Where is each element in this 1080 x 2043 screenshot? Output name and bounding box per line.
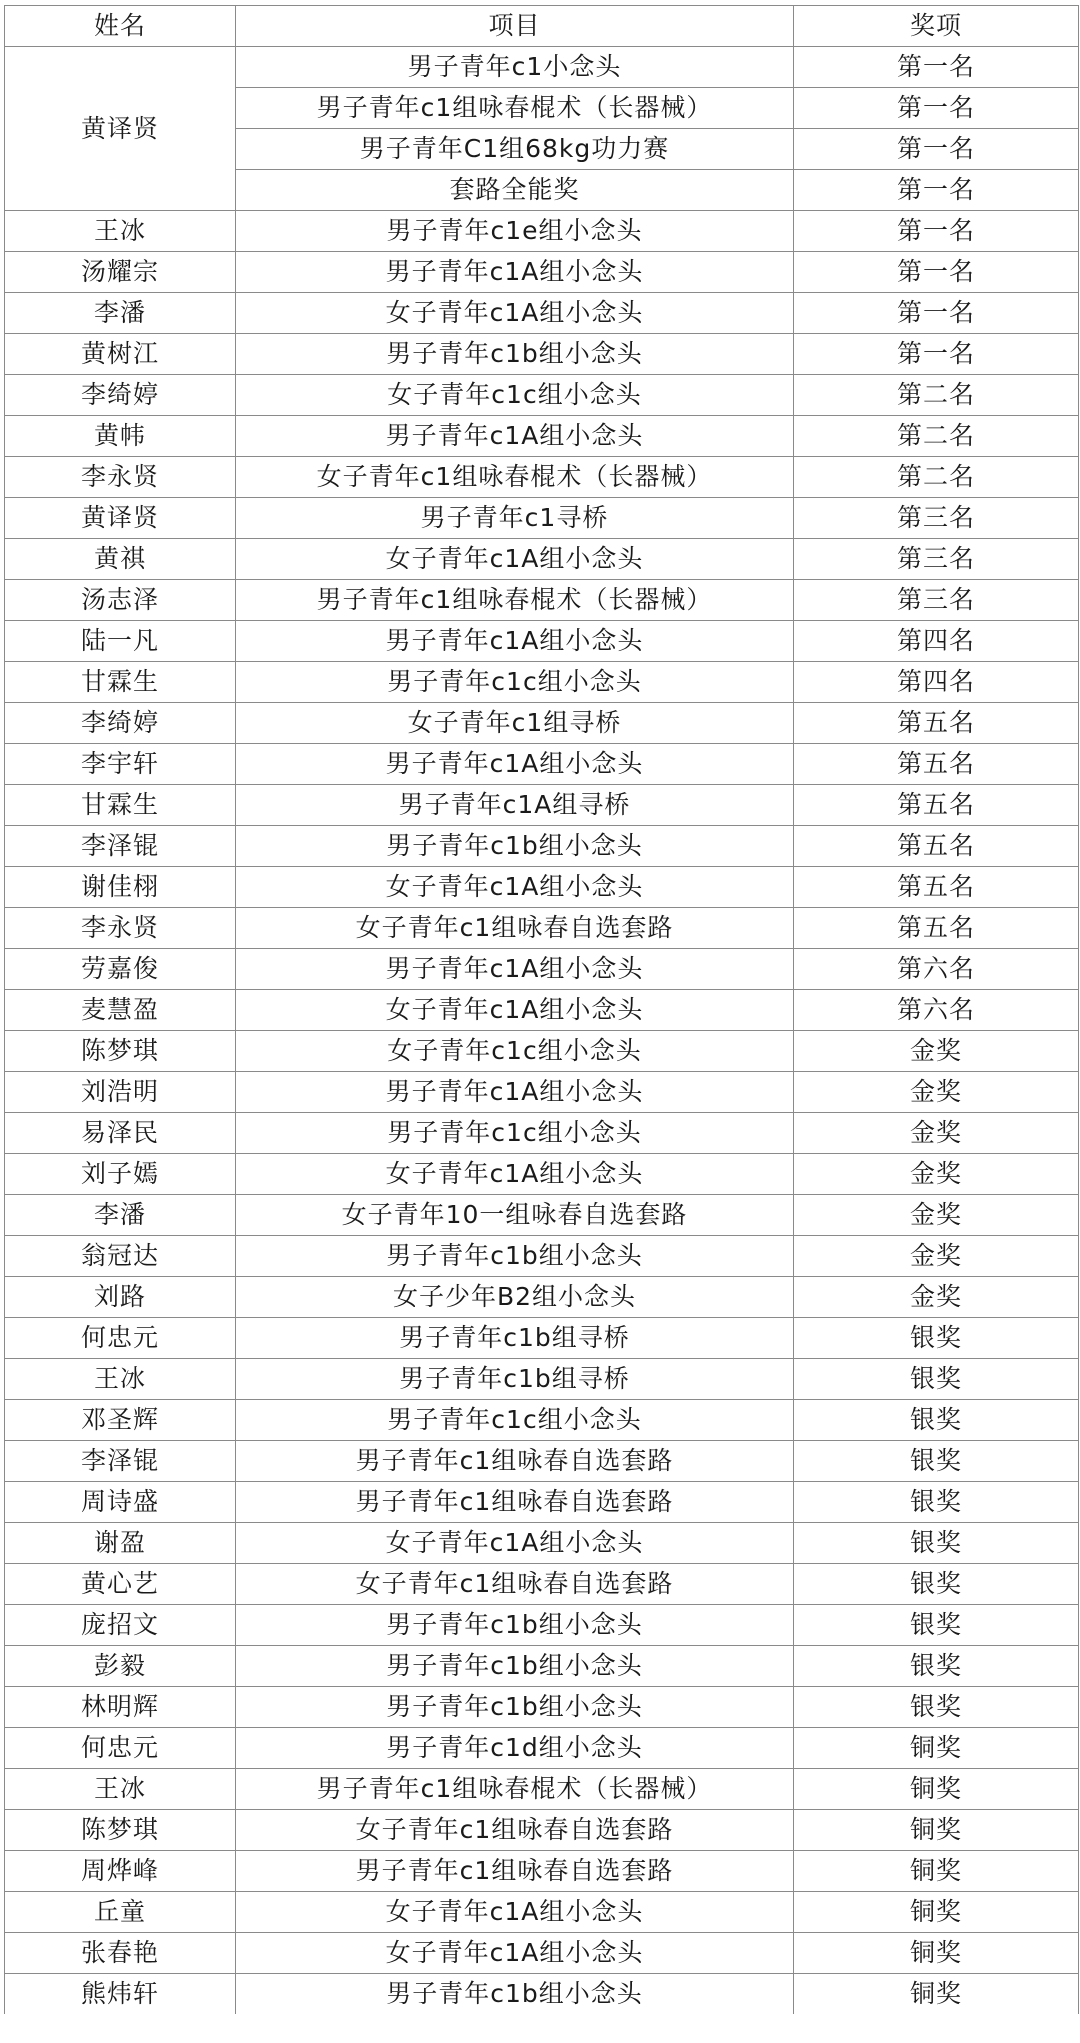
award-cell: 第一名 xyxy=(794,334,1079,375)
award-cell: 铜奖 xyxy=(794,1769,1079,1810)
award-cell: 第二名 xyxy=(794,457,1079,498)
table-row xyxy=(5,1564,1079,1605)
award-cell: 铜奖 xyxy=(794,1851,1079,1892)
table-row xyxy=(5,1810,1079,1851)
table-row xyxy=(5,1892,1079,1933)
table-row xyxy=(5,785,1079,826)
name-cell: 劳嘉俊 xyxy=(5,949,236,990)
table-row xyxy=(5,1769,1079,1810)
name-cell: 翁冠达 xyxy=(5,1236,236,1277)
table-row xyxy=(5,375,1079,416)
event-cell: 女子青年c1组咏春自选套路 xyxy=(236,1564,794,1605)
event-cell: 男子青年c1A组小念头 xyxy=(236,949,794,990)
name-cell: 黄译贤 xyxy=(5,498,236,539)
table-row xyxy=(5,1851,1079,1892)
table-header xyxy=(5,6,1079,47)
name-cell: 林明辉 xyxy=(5,1687,236,1728)
award-cell: 铜奖 xyxy=(794,1974,1079,2015)
name-cell: 王冰 xyxy=(5,1359,236,1400)
name-cell: 丘童 xyxy=(5,1892,236,1933)
event-cell: 男子青年c1b组小念头 xyxy=(236,1605,794,1646)
award-cell: 第一名 xyxy=(794,47,1079,88)
award-cell: 第一名 xyxy=(794,293,1079,334)
name-cell: 邓圣辉 xyxy=(5,1400,236,1441)
event-cell: 男子青年c1d组小念头 xyxy=(236,1728,794,1769)
award-cell: 第五名 xyxy=(794,744,1079,785)
name-cell: 甘霖生 xyxy=(5,662,236,703)
event-cell: 男子青年C1组68kg功力赛 xyxy=(236,129,794,170)
event-cell: 女子青年c1A组小念头 xyxy=(236,990,794,1031)
award-cell: 金奖 xyxy=(794,1277,1079,1318)
event-cell: 男子青年c1组咏春棍术（长器械） xyxy=(236,580,794,621)
event-cell: 男子青年c1b组小念头 xyxy=(236,334,794,375)
event-cell: 男子青年c1A组寻桥 xyxy=(236,785,794,826)
award-cell: 第一名 xyxy=(794,88,1079,129)
event-cell: 女子青年c1A组小念头 xyxy=(236,1154,794,1195)
event-cell: 男子青年c1c组小念头 xyxy=(236,1400,794,1441)
award-cell: 银奖 xyxy=(794,1400,1079,1441)
award-cell: 金奖 xyxy=(794,1072,1079,1113)
event-cell: 男子青年c1A组小念头 xyxy=(236,252,794,293)
event-cell: 男子青年c1b组小念头 xyxy=(236,1687,794,1728)
table-row xyxy=(5,334,1079,375)
award-cell: 金奖 xyxy=(794,1195,1079,1236)
name-cell: 李泽锟 xyxy=(5,826,236,867)
name-cell: 庞招文 xyxy=(5,1605,236,1646)
event-cell: 女子青年c1c组小念头 xyxy=(236,1031,794,1072)
event-cell: 男子青年c1组咏春棍术（长器械） xyxy=(236,1769,794,1810)
award-cell: 银奖 xyxy=(794,1523,1079,1564)
award-cell: 金奖 xyxy=(794,1154,1079,1195)
award-cell: 银奖 xyxy=(794,1482,1079,1523)
name-cell: 汤志泽 xyxy=(5,580,236,621)
name-cell: 彭毅 xyxy=(5,1646,236,1687)
name-cell: 王冰 xyxy=(5,211,236,252)
event-cell: 男子青年c1b组小念头 xyxy=(236,826,794,867)
award-cell: 第五名 xyxy=(794,908,1079,949)
event-cell: 女子青年c1c组小念头 xyxy=(236,375,794,416)
header-row xyxy=(5,6,1079,47)
name-cell: 陈梦琪 xyxy=(5,1031,236,1072)
award-cell: 银奖 xyxy=(794,1359,1079,1400)
award-cell: 第一名 xyxy=(794,170,1079,211)
table-row xyxy=(5,1441,1079,1482)
event-cell: 男子青年c1A组小念头 xyxy=(236,416,794,457)
award-cell: 第五名 xyxy=(794,826,1079,867)
award-cell: 第一名 xyxy=(794,129,1079,170)
event-cell: 男子青年c1组咏春棍术（长器械） xyxy=(236,88,794,129)
table-row xyxy=(5,990,1079,1031)
name-cell: 王冰 xyxy=(5,1769,236,1810)
table-row xyxy=(5,1687,1079,1728)
name-cell: 李永贤 xyxy=(5,908,236,949)
table-row xyxy=(5,826,1079,867)
event-cell: 女子青年c1组咏春棍术（长器械） xyxy=(236,457,794,498)
table-row xyxy=(5,867,1079,908)
table-row xyxy=(5,416,1079,457)
table-row xyxy=(5,1359,1079,1400)
award-cell: 银奖 xyxy=(794,1646,1079,1687)
award-cell: 铜奖 xyxy=(794,1728,1079,1769)
table-row xyxy=(5,908,1079,949)
event-cell: 男子青年c1A组小念头 xyxy=(236,621,794,662)
table-row xyxy=(5,1974,1079,2015)
table-row xyxy=(5,1482,1079,1523)
table-row xyxy=(5,539,1079,580)
name-cell: 刘子嫣 xyxy=(5,1154,236,1195)
event-cell: 女子青年c1组咏春自选套路 xyxy=(236,908,794,949)
awards-table xyxy=(4,5,1079,2014)
event-cell: 女子少年B2组小念头 xyxy=(236,1277,794,1318)
award-cell: 第四名 xyxy=(794,621,1079,662)
table-row xyxy=(5,1195,1079,1236)
award-cell: 银奖 xyxy=(794,1605,1079,1646)
award-cell: 第四名 xyxy=(794,662,1079,703)
name-cell: 何忠元 xyxy=(5,1728,236,1769)
event-cell: 男子青年c1b组小念头 xyxy=(236,1236,794,1277)
name-cell: 李绮婷 xyxy=(5,703,236,744)
name-cell: 汤耀宗 xyxy=(5,252,236,293)
header-award: 奖项 xyxy=(794,6,1079,47)
header-event: 项目 xyxy=(236,6,794,47)
name-cell: 周诗盛 xyxy=(5,1482,236,1523)
award-cell: 金奖 xyxy=(794,1236,1079,1277)
table-row xyxy=(5,252,1079,293)
table-row xyxy=(5,1154,1079,1195)
table-row xyxy=(5,744,1079,785)
name-cell: 甘霖生 xyxy=(5,785,236,826)
name-cell: 刘浩明 xyxy=(5,1072,236,1113)
name-cell: 黄心艺 xyxy=(5,1564,236,1605)
award-cell: 银奖 xyxy=(794,1564,1079,1605)
event-cell: 男子青年c1b组寻桥 xyxy=(236,1359,794,1400)
event-cell: 男子青年c1A组小念头 xyxy=(236,1072,794,1113)
award-cell: 金奖 xyxy=(794,1031,1079,1072)
name-cell: 谢盈 xyxy=(5,1523,236,1564)
table-row xyxy=(5,1277,1079,1318)
event-cell: 女子青年c1A组小念头 xyxy=(236,1933,794,1974)
event-cell: 男子青年c1b组小念头 xyxy=(236,1974,794,2015)
table-row xyxy=(5,1605,1079,1646)
table-row xyxy=(5,1318,1079,1359)
award-cell: 第五名 xyxy=(794,785,1079,826)
award-cell: 第六名 xyxy=(794,949,1079,990)
event-cell: 女子青年c1A组小念头 xyxy=(236,1892,794,1933)
name-cell: 李绮婷 xyxy=(5,375,236,416)
event-cell: 男子青年c1c组小念头 xyxy=(236,1113,794,1154)
event-cell: 女子青年10一组咏春自选套路 xyxy=(236,1195,794,1236)
table-row xyxy=(5,949,1079,990)
award-cell: 第三名 xyxy=(794,539,1079,580)
name-cell: 熊炜轩 xyxy=(5,1974,236,2015)
table-row xyxy=(5,662,1079,703)
table-row xyxy=(5,457,1079,498)
table-body xyxy=(5,47,1079,2015)
table-row xyxy=(5,1728,1079,1769)
name-cell: 李潘 xyxy=(5,293,236,334)
event-cell: 男子青年c1组咏春自选套路 xyxy=(236,1441,794,1482)
table-row xyxy=(5,621,1079,662)
name-cell: 李永贤 xyxy=(5,457,236,498)
name-cell-merged: 黄译贤 xyxy=(5,47,236,211)
award-cell: 银奖 xyxy=(794,1441,1079,1482)
event-cell: 男子青年c1小念头 xyxy=(236,47,794,88)
award-cell: 第五名 xyxy=(794,867,1079,908)
award-cell: 银奖 xyxy=(794,1687,1079,1728)
award-cell: 金奖 xyxy=(794,1113,1079,1154)
event-cell: 男子青年c1组咏春自选套路 xyxy=(236,1851,794,1892)
award-cell: 第二名 xyxy=(794,416,1079,457)
name-cell: 黄树江 xyxy=(5,334,236,375)
award-cell: 第六名 xyxy=(794,990,1079,1031)
table-row xyxy=(5,1072,1079,1113)
name-cell: 张春艳 xyxy=(5,1933,236,1974)
award-cell: 第三名 xyxy=(794,580,1079,621)
table-row xyxy=(5,293,1079,334)
award-cell: 银奖 xyxy=(794,1318,1079,1359)
name-cell: 李宇轩 xyxy=(5,744,236,785)
event-cell: 套路全能奖 xyxy=(236,170,794,211)
event-cell: 女子青年c1A组小念头 xyxy=(236,539,794,580)
event-cell: 男子青年c1b组小念头 xyxy=(236,1646,794,1687)
award-cell: 铜奖 xyxy=(794,1810,1079,1851)
table-row xyxy=(5,498,1079,539)
header-name: 姓名 xyxy=(5,6,236,47)
table-row xyxy=(5,1113,1079,1154)
name-cell: 周烨峰 xyxy=(5,1851,236,1892)
name-cell: 黄祺 xyxy=(5,539,236,580)
event-cell: 男子青年c1b组寻桥 xyxy=(236,1318,794,1359)
table-row xyxy=(5,1523,1079,1564)
table-row xyxy=(5,703,1079,744)
event-cell: 男子青年c1组咏春自选套路 xyxy=(236,1482,794,1523)
table-row xyxy=(5,1933,1079,1974)
name-cell: 黄帏 xyxy=(5,416,236,457)
award-cell: 第五名 xyxy=(794,703,1079,744)
award-cell: 第二名 xyxy=(794,375,1079,416)
name-cell: 易泽民 xyxy=(5,1113,236,1154)
name-cell: 陈梦琪 xyxy=(5,1810,236,1851)
name-cell: 麦慧盈 xyxy=(5,990,236,1031)
award-cell: 第一名 xyxy=(794,252,1079,293)
name-cell: 李潘 xyxy=(5,1195,236,1236)
event-cell: 男子青年c1c组小念头 xyxy=(236,662,794,703)
table-row xyxy=(5,1646,1079,1687)
table-row xyxy=(5,580,1079,621)
award-cell: 第一名 xyxy=(794,211,1079,252)
name-cell: 谢佳栩 xyxy=(5,867,236,908)
name-cell: 陆一凡 xyxy=(5,621,236,662)
event-cell: 男子青年c1A组小念头 xyxy=(236,744,794,785)
event-cell: 女子青年c1A组小念头 xyxy=(236,1523,794,1564)
event-cell: 女子青年c1组寻桥 xyxy=(236,703,794,744)
event-cell: 男子青年c1寻桥 xyxy=(236,498,794,539)
event-cell: 女子青年c1组咏春自选套路 xyxy=(236,1810,794,1851)
event-cell: 女子青年c1A组小念头 xyxy=(236,293,794,334)
award-cell: 第三名 xyxy=(794,498,1079,539)
event-cell: 女子青年c1A组小念头 xyxy=(236,867,794,908)
name-cell: 刘路 xyxy=(5,1277,236,1318)
table-row xyxy=(5,1236,1079,1277)
award-cell: 铜奖 xyxy=(794,1933,1079,1974)
table-row xyxy=(5,1031,1079,1072)
name-cell: 李泽锟 xyxy=(5,1441,236,1482)
event-cell: 男子青年c1e组小念头 xyxy=(236,211,794,252)
award-cell: 铜奖 xyxy=(794,1892,1079,1933)
table-row xyxy=(5,47,1079,88)
table-row xyxy=(5,1400,1079,1441)
name-cell: 何忠元 xyxy=(5,1318,236,1359)
table-row xyxy=(5,211,1079,252)
